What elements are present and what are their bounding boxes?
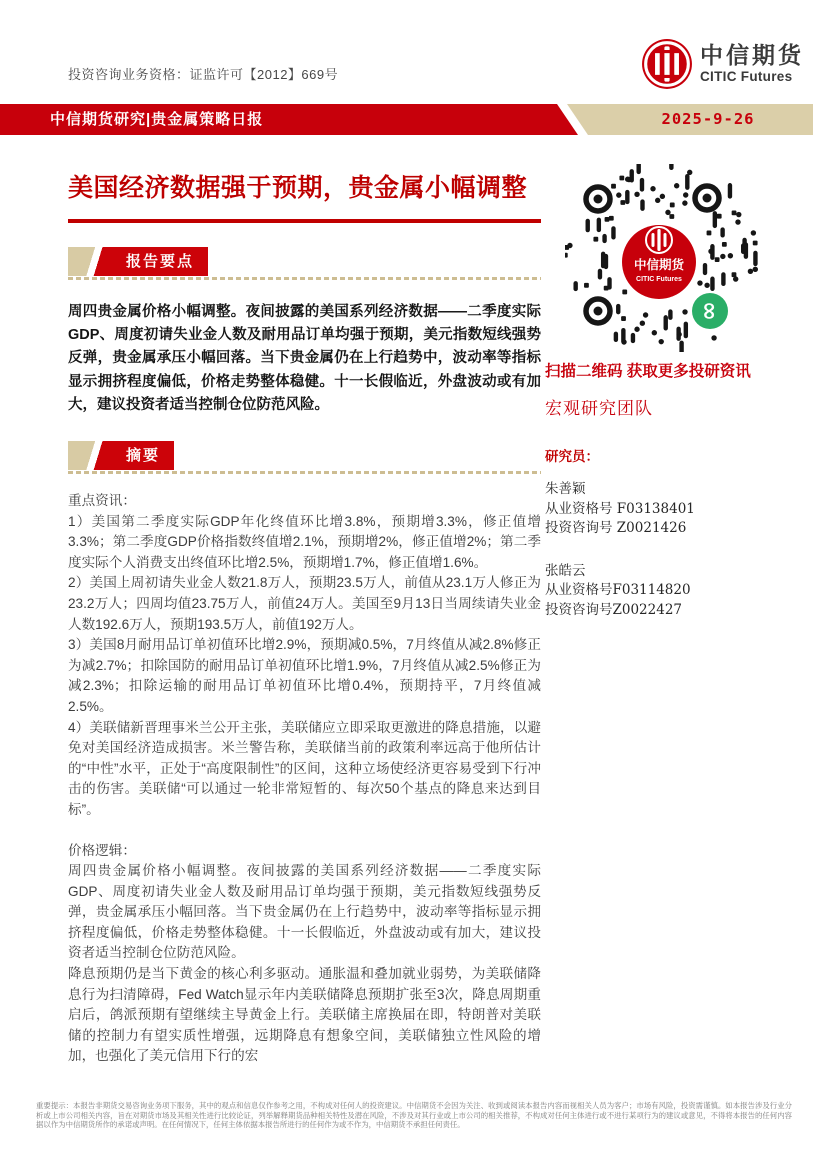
qr-caption: 扫描二维码 获取更多投研资讯: [545, 363, 751, 380]
citic-emblem-icon: [641, 38, 693, 90]
researcher-line: 投资咨询号Z0022427: [545, 601, 683, 618]
researcher-line: 投资咨询号 Z0021426: [545, 520, 687, 536]
title-underline: [68, 219, 541, 223]
abstract-heading: 价格逻辑：: [68, 842, 136, 858]
logo-name-en: CITIC Futures: [700, 69, 793, 85]
abstract-heading: 重点资讯：: [68, 493, 136, 509]
abstract-paragraph: 3）美国8月耐用品订单初值环比增2.9%，预期减0.5%，7月终值从减2.8%修正为减2.7%；扣除国防的耐用品订单初值环比增1.9%，7月终值从减2.5%修正为减2.3%；扣除运输的耐用品订单初值环比增0.4%，预期持平，7月终值减2.5%。: [68, 637, 541, 714]
abstract-paragraph: 4）美联储新晋理事米兰公开主张，美联储应立即采取更激进的降息措施，以避免对美国经济造成损害。米兰警告称，美联储当前的政策利率远高于他所估计的“中性”水平，正处于“高度限制性”的区间，这种立场使经济更容易受到下行冲击的伤害。美联储“可以通过一轮非常短暂的、每次50个基点的降息来达到目标”。: [68, 719, 541, 817]
highlights-badge: 报告要点: [68, 247, 208, 276]
report-title: 美国经济数据强于预期，贵金属小幅调整: [68, 174, 528, 202]
citic-futures-logo: [641, 38, 804, 90]
qr-center-logo-icon: [622, 225, 696, 299]
researcher-line: 从业资格号F03114820: [545, 582, 691, 598]
logo-name-cn: 中信期货: [700, 42, 804, 69]
svg-text:∞: ∞: [696, 301, 724, 321]
research-team-name: 宏观研究团队: [545, 399, 653, 418]
abstract: [68, 491, 541, 1067]
main-column: [68, 171, 541, 1087]
dotted-separator: [68, 471, 541, 474]
researcher-line: 朱善颖: [545, 481, 586, 497]
abstract-paragraph: 2）美国上周初请失业金人数21.8万人，预期23.5万人，前值从23.1万人修正为23.2万人；四周均值23.75万人，前值24万人。美国至9月13日当周续请失业金人数192.6万人，预期193.5万人，前值192万人。: [68, 575, 541, 632]
researcher-line: 张皓云: [545, 562, 586, 579]
dotted-separator: [68, 277, 541, 280]
report-series-label: 中信期货研究|贵金属策略日报: [50, 111, 264, 128]
report-summary: 周四贵金属价格小幅调整。夜间披露的美国系列经济数据——二季度实际GDP、周度初请失业金人数及耐用品订单均强于预期，美元指数短线强势反弹，贵金属承压小幅回落。当下贵金属仍在上行趋势中，波动率等指标显示拥挤程度偏低，价格走势整体稳健。十一长假临近，外盘波动或有加大，建议投资者适当控制仓位防范风险。: [68, 304, 541, 413]
svg-text:CITIC Futures: CITIC Futures: [636, 276, 682, 283]
researcher-card: [545, 562, 801, 621]
abstract-block: [68, 841, 541, 1068]
abstract-badge: 摘要: [68, 441, 174, 470]
researcher-label: 研究员：: [545, 449, 599, 465]
report-date: 2025-9-26: [661, 110, 755, 128]
svg-text:中信期货: 中信期货: [633, 258, 685, 272]
report-banner: [0, 104, 826, 135]
qr-code: [565, 164, 767, 352]
abstract-block: [68, 491, 541, 821]
abstract-paragraph: 周四贵金属价格小幅调整。夜间披露的美国系列经济数据——二季度实际GDP、周度初请失业金人数及耐用品订单均强于预期，美元指数短线强势反弹，贵金属承压小幅回落。当下贵金属仍在上行趋势中，波动率等指标显示拥挤程度偏低，价格走势整体稳健。十一长假临近，外盘波动或有加大，建议投资者适当控制仓位防范风险。: [68, 863, 541, 961]
abstract-paragraph: 降息预期仍是当下黄金的核心利多驱动。通胀温和叠加就业弱势，为美联储降息行为扫清障碍，Fed Watch显示年内美联储降息预期扩张至3次，降息周期重启后，鸽派预期有望继续主导黄金上行。美联储主席换届在即，特朗普对美联储的控制力有望实质性增强，远期降息有想象空间，美联储独立性风险的增加，也强化了美元信用下行的宏: [68, 966, 541, 1064]
wechat-channels-icon: [692, 293, 728, 329]
researcher-card: [545, 480, 801, 539]
sidebar: [545, 164, 801, 620]
disclaimer: 重要提示：本报告非期货交易咨询业务项下服务，其中的观点和信息仅作参考之用，不构成对任何人的投资建议。中信期货不会因为关注、收到或阅读本报告内容而视相关人员为客户；市场有风险，投资需谨慎。如本报告涉及行业分析或上市公司相关内容，旨在对期货市场及其相关性进行比较论证，列举解释期货品种相关特性及潜在风险，不涉及对其行业或上市公司的相关推荐，不构成对任何主体进行或不进行某项行为的建议或意见，不得将本报告的任何内容据以作为中信期货所作的承诺或声明。在任何情况下，任何主体依据本报告所进行的任何作为或不作为，中信期货不承担任何责任。: [36, 1101, 792, 1130]
credential-line: 投资咨询业务资格：证监许可【2012】669号: [68, 67, 339, 82]
researchers: [545, 480, 801, 620]
abstract-paragraph: 1）美国第二季度实际GDP年化终值环比增3.8%，预期增3.3%，修正值增3.3%；第二季度GDP价格指数终值增2.1%，预期增2%，修正值增2%；第二季度实际个人消费支出终值环比增2.5%，预期增1.7%，修正值增1.6%。: [68, 513, 541, 570]
researcher-line: 从业资格号 F03138401: [545, 500, 695, 517]
